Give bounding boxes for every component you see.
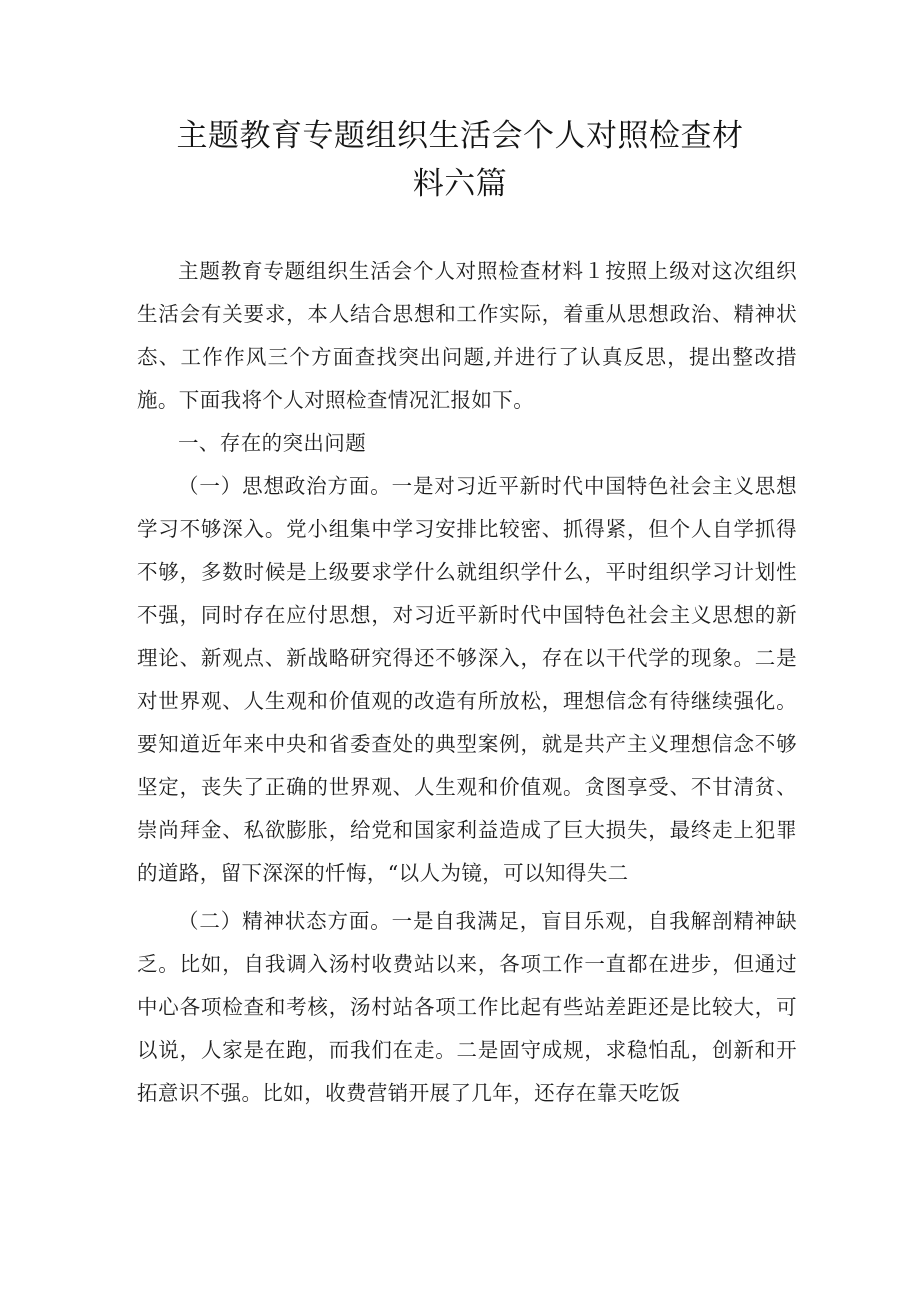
paragraph-mental-state: （二）精神状态方面。一是自我满足，盲目乐观，自我解剖精神缺乏。比如，自我调入汤村收费站以来，各项工作一直都在进步，但通过中心各项检查和考核，汤村站各项工作比起有些站差距还是比较大，可以说，人家是在跑，而我们在走。二是固守成规，求稳怕乱，创新和开拓意识不强。比如，收费营销开展了几年，还存在靠天吃饭 [137,909,797,1105]
section-heading-problems: 一、存在的突出问题 [178,431,367,455]
document-title [120,112,800,208]
paragraph-intro: 主题教育专题组织生活会个人对照检查材料１按照上级对这次组织生活会有关要求，本人结合思想和工作实际，着重从思想政治、精神状态、工作作风三个方面查找突出问题,并进行了认真反思，提出整改措施。下面我将个人对照检查情况汇报如下。 [137,259,797,412]
document-body [137,250,797,1115]
title-line-2: 料六篇 [412,166,508,202]
paragraph-ideological-political: （一）思想政治方面。一是对习近平新时代中国特色社会主义思想学习不够深入。党小组集中学习安排比较密、抓得紧，但个人自学抓得不够，多数时候是上级要求学什么就组织学什么，平时组织学习计划性不强，同时存在应付思想，对习近平新时代中国特色社会主义思想的新理论、新观点、新战略研究得还不够深入，存在以干代学的现象。二是对世界观、人生观和价值观的改造有所放松，理想信念有待继续强化。要知道近年来中央和省委查处的典型案例，就是共产主义理想信念不够坚定，丧失了正确的世界观、人生观和价值观。贪图享受、不甘清贫、崇尚拜金、私欲膨胀，给党和国家利益造成了巨大损失，最终走上犯罪的道路，留下深深的忏悔，“以人为镜，可以知得失二 [137,474,797,885]
title-line-1: 主题教育专题组织生活会个人对照检查材 [176,118,744,154]
